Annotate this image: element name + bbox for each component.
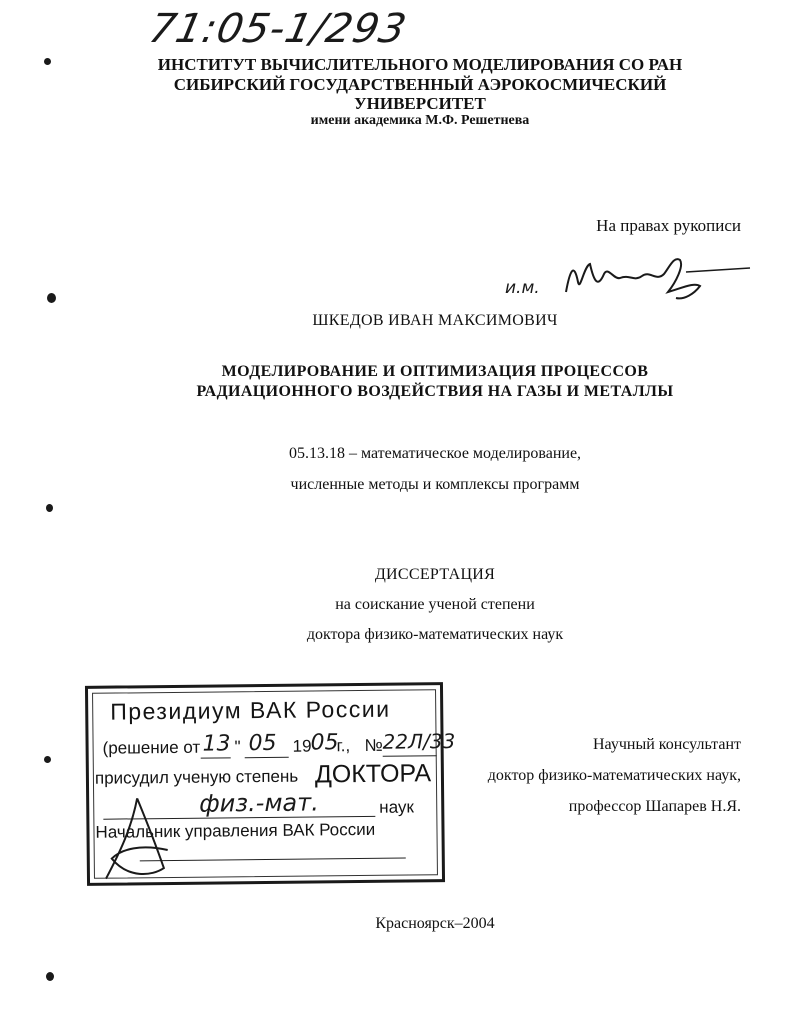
stamp-title: Президиум ВАК России bbox=[110, 695, 391, 725]
university-dedication: имени академика М.Ф. Решетнева bbox=[310, 113, 530, 128]
scan-speck bbox=[46, 972, 54, 981]
scan-speck bbox=[44, 58, 51, 65]
stamp-year-sep: г., bbox=[336, 736, 351, 756]
scan-speck bbox=[46, 504, 53, 512]
scan-speck bbox=[44, 756, 51, 763]
specialty-line-1: 05.13.18 – математическое моделирование, bbox=[288, 445, 582, 462]
stamp-day: 13 bbox=[202, 731, 231, 757]
consultant-degree: доктор физико-математических наук, bbox=[487, 767, 741, 784]
stamp-official-signature bbox=[97, 788, 188, 887]
manuscript-note: На правах рукописи bbox=[596, 216, 741, 235]
archive-number: 71:05-1/293 bbox=[145, 6, 411, 52]
university-name: СИБИРСКИЙ ГОСУДАРСТВЕННЫЙ АЭРОКОСМИЧЕСКИЙ bbox=[173, 75, 667, 94]
stamp-decision-label: (решение от bbox=[102, 737, 201, 758]
title-line-2: РАДИАЦИОННОГО ВОЗДЕЙСТВИЯ НА ГАЗЫ И МЕТАЛЛЫ bbox=[196, 383, 674, 400]
stamp-field: физ.-мат. bbox=[199, 788, 319, 818]
institute-name: ИНСТИТУТ ВЫЧИСЛИТЕЛЬНОГО МОДЕЛИРОВАНИЯ СО РАН bbox=[157, 55, 683, 74]
title-line-1: МОДЕЛИРОВАНИЕ И ОПТИМИЗАЦИЯ ПРОЦЕССОВ bbox=[221, 363, 649, 380]
city-year: Красноярск–2004 bbox=[375, 915, 495, 932]
stamp-footer: Начальник управления ВАК России bbox=[95, 819, 376, 842]
stamp-year-prefix: 19 bbox=[292, 736, 312, 756]
author-signature bbox=[560, 252, 755, 308]
scan-speck bbox=[47, 293, 56, 303]
specialty-line-2: численные методы и комплексы программ bbox=[290, 476, 580, 493]
university-word: УНИВЕРСИТЕТ bbox=[354, 94, 486, 113]
consultant-label: Научный консультант bbox=[593, 736, 741, 753]
stamp-awarded-label: присудил ученую степень bbox=[94, 766, 299, 788]
author-name: ШКЕДОВ ИВАН МАКСИМОВИЧ bbox=[312, 312, 558, 329]
signature-initials: и.м. bbox=[505, 278, 540, 298]
document-type: ДИССЕРТАЦИЯ bbox=[374, 566, 496, 583]
vak-stamp bbox=[85, 682, 456, 886]
degree-name: доктора физико-математических наук bbox=[306, 626, 564, 643]
stamp-degree: ДОКТОРА bbox=[314, 759, 432, 789]
degree-purpose: на соискание ученой степени bbox=[335, 596, 535, 613]
stamp-month: 05 bbox=[248, 730, 277, 757]
stamp-year: 05 bbox=[310, 730, 339, 756]
stamp-field-suffix: наук bbox=[379, 797, 414, 817]
consultant-name: профессор Шапарев Н.Я. bbox=[568, 798, 741, 815]
stamp-number-sign: № bbox=[364, 735, 383, 755]
stamp-number: 22Л/33 bbox=[382, 729, 456, 754]
stamp-quote: " bbox=[234, 737, 241, 757]
